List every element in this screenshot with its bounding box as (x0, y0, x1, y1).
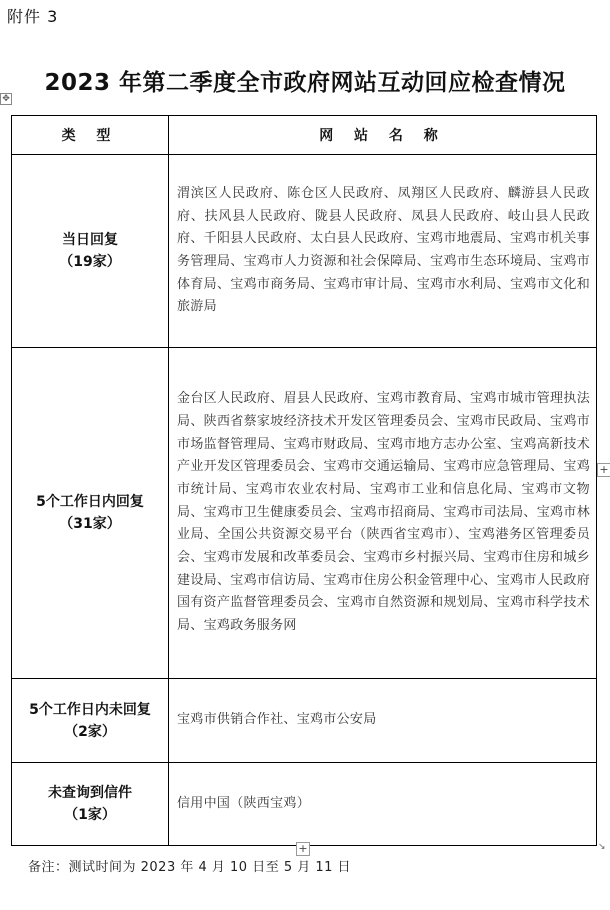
type-label: 未查询到信件 (48, 785, 132, 801)
table-row (12, 348, 597, 679)
type-count: （1家） (64, 807, 116, 823)
type-label: 5个工作日内回复 (36, 494, 144, 510)
attachment-label: 附件 3 (7, 7, 59, 26)
type-count: （19家） (59, 254, 121, 270)
table-move-icon[interactable]: ✥ (0, 93, 12, 105)
add-row-icon[interactable]: + (296, 842, 310, 856)
site-names-cell: 金台区人民政府、眉县人民政府、宝鸡市教育局、宝鸡市城市管理执法局、陕西省蔡家坡经济技术开发区管理委员会、宝鸡市民政局、宝鸡市市场监督管理局、宝鸡市财政局、宝鸡市地方志办公室、宝鸡高新技术产业开发区管理委员会、宝鸡市交通运输局、宝鸡市应急管理局、宝鸡市统计局、宝鸡市农业农村局、宝鸡市工业和信息化局、宝鸡市文物局、宝鸡市卫生健康委员会、宝鸡市招商局、宝鸡市司法局、宝鸡市林业局、全国公共资源交易平台（陕西省宝鸡市）、宝鸡港务区管理委员会、宝鸡市发展和改革委员会、宝鸡市乡村振兴局、宝鸡市住房和城乡建设局、宝鸡市信访局、宝鸡市住房公积金管理中心、宝鸡市人民政府国有资产监督管理委员会、宝鸡市自然资源和规划局、宝鸡市科学技术局、宝鸡政务服务网 (169, 348, 597, 679)
footnote: 备注：测试时间为 2023 年 4 月 10 日至 5 月 11 日 (28, 860, 352, 875)
add-column-icon[interactable]: + (597, 463, 610, 477)
results-table (11, 115, 597, 846)
type-count: （31家） (59, 516, 121, 532)
type-cell (12, 679, 169, 763)
table-row (12, 679, 597, 763)
table-resize-icon[interactable]: ↘ (598, 842, 606, 852)
site-names-cell: 信用中国（陕西宝鸡） (169, 763, 597, 846)
table-row (12, 763, 597, 846)
table-row (12, 155, 597, 348)
type-cell (12, 155, 169, 348)
type-cell (12, 763, 169, 846)
type-cell (12, 348, 169, 679)
type-label: 当日回复 (62, 232, 118, 248)
site-names-cell: 渭滨区人民政府、陈仓区人民政府、凤翔区人民政府、麟游县人民政府、扶风县人民政府、陇县人民政府、凤县人民政府、岐山县人民政府、千阳县人民政府、太白县人民政府、宝鸡市地震局、宝鸡市机关事务管理局、宝鸡市人力资源和社会保障局、宝鸡市生态环境局、宝鸡市体育局、宝鸡市商务局、宝鸡市审计局、宝鸡市水利局、宝鸡市文化和旅游局 (169, 155, 597, 348)
header-site-name: 网 站 名 称 (169, 116, 597, 155)
type-label: 5个工作日内未回复 (29, 701, 151, 718)
page-title: 2023 年第二季度全市政府网站互动回应检查情况 (44, 70, 566, 96)
table-header-row (12, 116, 597, 155)
header-type: 类 型 (12, 116, 169, 155)
site-names-cell: 宝鸡市供销合作社、宝鸡市公安局 (169, 679, 597, 763)
type-count: （2家） (64, 723, 116, 740)
